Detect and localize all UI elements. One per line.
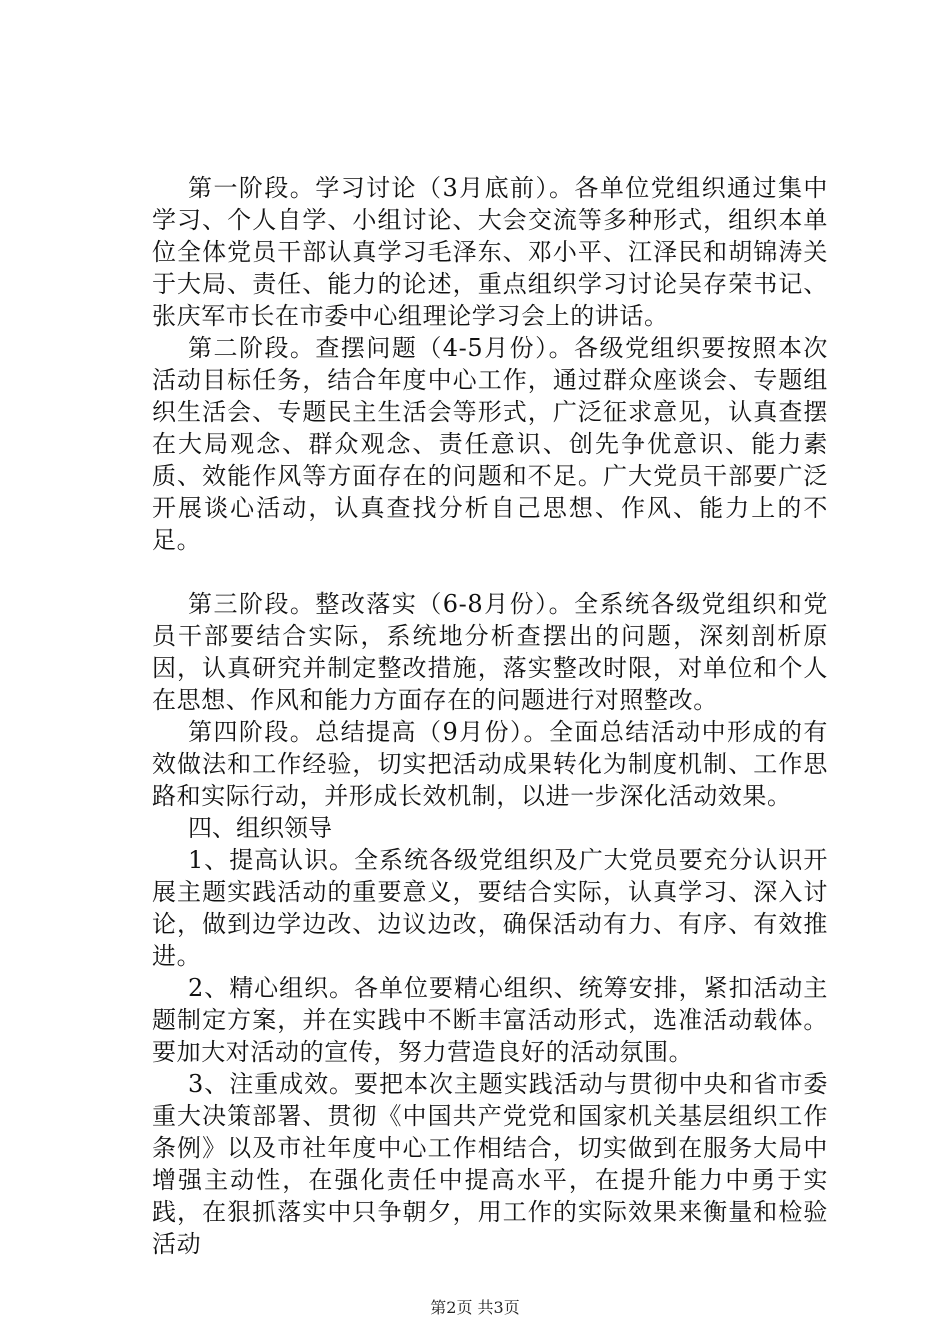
document-body xyxy=(152,172,828,1260)
paragraph-stage-4: 第四阶段。总结提高（9月份）。全面总结活动中形成的有效做法和工作经验，切实把活动成果转化为制度机制、工作思路和实际行动，并形成长效机制，以进一步深化活动效果。 xyxy=(152,718,828,810)
paragraph-stage-2: 第二阶段。查摆问题（4-5月份）。各级党组织要按照本次活动目标任务，结合年度中心工作，通过群众座谈会、专题组织生活会、专题民主生活会等形式，广泛征求意见，认真查摆在大局观念、群众观念、责任意识、创先争优意识、能力素质、效能作风等方面存在的问题和不足。广大党员干部要广泛开展谈心活动，认真查找分析自己思想、作风、能力上的不足。 xyxy=(152,334,828,554)
list-item-3: 3、注重成效。要把本次主题实践活动与贯彻中央和省市委重大决策部署、贯彻《中国共产党党和国家机关基层组织工作条例》以及市社年度中心工作相结合，切实做到在服务大局中增强主动性，在强化责任中提高水平，在提升能力中勇于实践，在狠抓落实中只争朝夕，用工作的实际效果来衡量和检验活动 xyxy=(152,1070,828,1258)
paragraph-stage-3: 第三阶段。整改落实（6-8月份）。全系统各级党组织和党员干部要结合实际，系统地分析查摆出的问题，深刻剖析原因，认真研究并制定整改措施，落实整改时限，对单位和个人在思想、作风和能力方面存在的问题进行对照整改。 xyxy=(152,590,828,714)
list-item-2: 2、精心组织。各单位要精心组织、统筹安排，紧扣活动主题制定方案，并在实践中不断丰富活动形式，选准活动载体。要加大对活动的宣传，努力营造良好的活动氛围。 xyxy=(152,974,828,1066)
paragraph-stage-1: 第一阶段。学习讨论（3月底前）。各单位党组织通过集中学习、个人自学、小组讨论、大会交流等多种形式，组织本单位全体党员干部认真学习毛泽东、邓小平、江泽民和胡锦涛关于大局、责任、能力的论述，重点组织学习讨论吴存荣书记、张庆军市长在市委中心组理论学习会上的讲话。 xyxy=(152,174,828,330)
page-number-footer: 第2页 共3页 xyxy=(430,1298,520,1317)
section-heading: 四、组织领导 xyxy=(188,814,332,842)
list-item-1: 1、提高认识。全系统各级党组织及广大党员要充分认识开展主题实践活动的重要意义，要结合实际，认真学习、深入讨论，做到边学边改、边议边改，确保活动有力、有序、有效推进。 xyxy=(152,846,828,970)
